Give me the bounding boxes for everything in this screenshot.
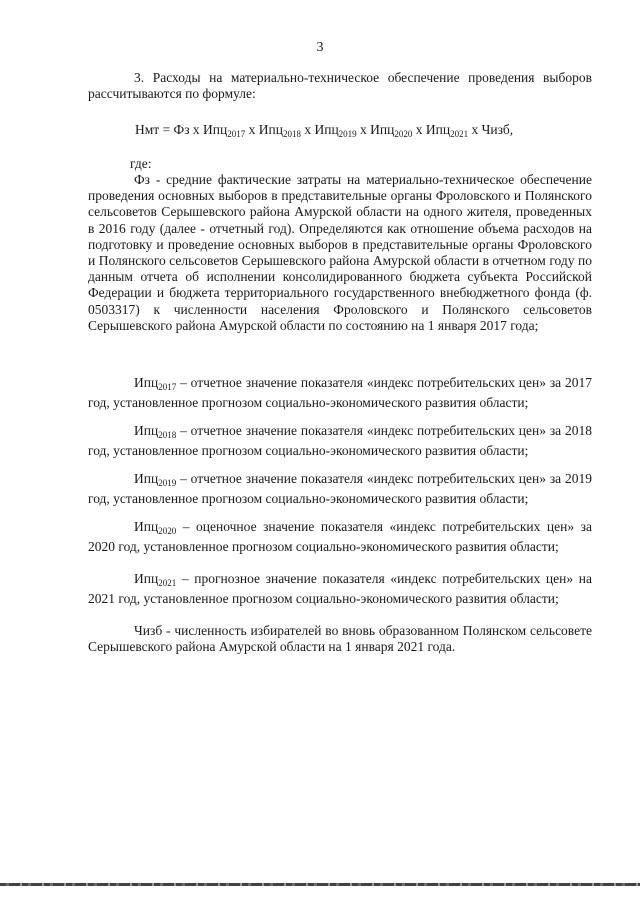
formula-sub-2018: 2018 [282, 129, 301, 139]
ipc2019-label: Ипц [134, 471, 159, 486]
ipc2017-label: Ипц [134, 375, 159, 390]
formula-mult-1: х Ипц [245, 122, 283, 137]
formula-mult-3: х Ипц [356, 122, 395, 137]
ipc2020-label: Ипц [134, 519, 159, 534]
formula-sub-2017: 2017 [227, 129, 246, 139]
ipc2017-text: – отчетное значение показателя «индекс потребительских цен» за 2017 год, установленное прогнозом социально-экономического развития области; [88, 375, 592, 411]
definition-chizb: Чизб - численность избирателей во вновь образованном Полянском сельсовете Серышевского района Амурской области на 1 января 2021 года. [88, 623, 592, 655]
definition-ipc2019 [88, 471, 592, 507]
formula-sub-2020: 2020 [394, 129, 413, 139]
intro-paragraph: 3. Расходы на материально-техническое обеспечение проведения выборов рассчитываются по формуле: [88, 70, 592, 102]
ipc2017-sub: 2017 [158, 382, 177, 392]
page-number: 3 [316, 40, 324, 55]
ipc2018-text: – отчетное значение показателя «индекс потребительских цен» за 2018 год, установленное прогнозом социально-экономического развития области; [88, 423, 592, 459]
ipc2020-sub: 2020 [158, 526, 177, 536]
ipc2019-text: – отчетное значение показателя «индекс потребительских цен» за 2019 год, установленное прогнозом социально-экономического развития области; [88, 471, 592, 507]
ipc2018-sub: 2018 [158, 430, 177, 440]
where-label: где: [130, 156, 152, 171]
formula-mult-2: х Ипц [300, 122, 339, 137]
ipc2019-sub: 2019 [158, 478, 177, 488]
formula-sub-2019: 2019 [338, 129, 357, 139]
definition-ipc2018 [88, 423, 592, 459]
definition-ipc2021 [88, 571, 592, 607]
formula [135, 122, 605, 139]
formula-sub-2021: 2021 [450, 129, 469, 139]
definition-ipc2017 [88, 375, 592, 411]
ipc2021-sub: 2021 [158, 578, 177, 588]
formula-lhs: Нмт = Фз х Ипц [135, 122, 228, 137]
ipc2020-text: – оценочное значение показателя «индекс потребительских цен» за 2020 год, установленное прогнозом социально-экономического развития области; [88, 519, 592, 555]
ipc2021-text: – прогнозное значение показателя «индекс потребительских цен» на 2021 год, установленное прогнозом социально-экономического развития области; [88, 571, 592, 607]
definition-ipc2020 [88, 519, 592, 555]
formula-mult-4: х Ипц [412, 122, 451, 137]
scan-bottom-edge [0, 883, 640, 886]
formula-tail: х Чизб, [468, 122, 514, 137]
ipc2021-label: Ипц [134, 571, 159, 586]
ipc2018-label: Ипц [134, 423, 159, 438]
definition-fz: Фз - средние фактические затраты на материально-техническое обеспечение проведения основных выборов в представительные органы Фроловского и Полянского сельсоветов Серышевского района Амурской области на одного жителя, проведенных в 2016 году (далее - отчетный год). Определяются как отношение объема расходов на подготовку и проведение основных выборов в представительные органы Фроловского и Полянского сельсоветов Серышевского района Амурской области в отчетном году по данным отчета об исполнении консолидированного бюджета субъекта Российской Федерации и бюджета территориального государственного внебюджетного фонда (ф. 0503317) к численности населения Фроловского и Полянского сельсоветов Серышевского района Амурской области по состоянию на 1 января 2017 года; [88, 172, 592, 333]
